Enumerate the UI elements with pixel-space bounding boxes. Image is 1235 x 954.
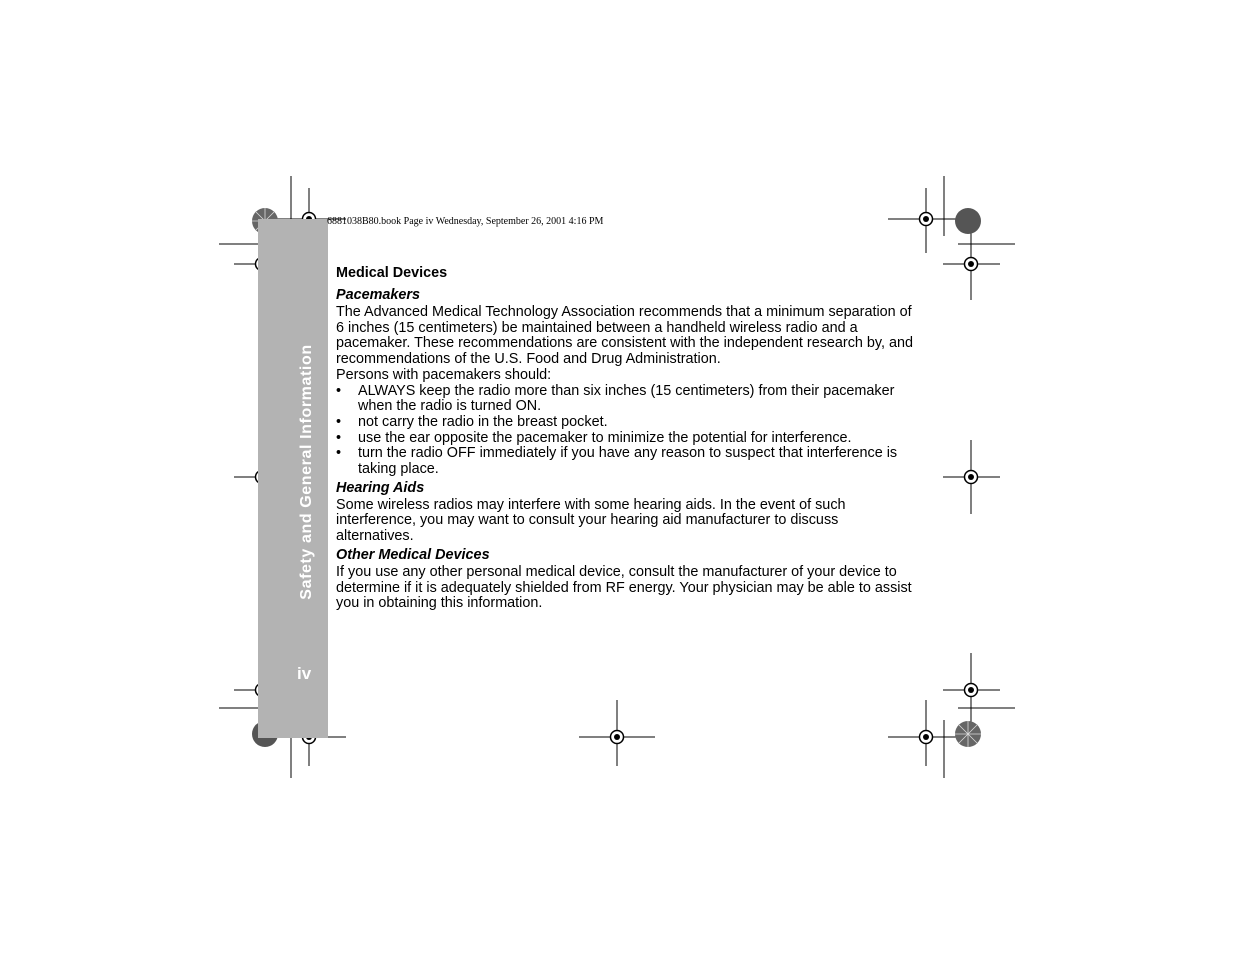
page-number: iv	[297, 664, 312, 683]
subheading-pacemakers: Pacemakers	[336, 287, 421, 303]
list-item-text: ALWAYS keep the radio more than six inches (15 centimeters) from their pacemaker when the radio is turned ON.	[358, 382, 895, 415]
bullet-icon: •	[336, 445, 342, 462]
bullet-icon: •	[336, 429, 342, 446]
list-item-text: turn the radio OFF immediately if you have any reason to suspect that interference is taking place.	[358, 445, 898, 478]
list-item-text: use the ear opposite the pacemaker to minimize the potential for interference.	[358, 429, 852, 446]
list-item	[336, 384, 916, 415]
side-tab-title: Safety and General Information	[298, 344, 315, 600]
main-content	[336, 265, 916, 612]
paragraph-pacemakers-intro: Persons with pacemakers should:	[336, 366, 552, 383]
paragraph-hearing-aids: Some wireless radios may interfere with some hearing aids. In the event of such interference, you may want to consult your hearing aid manufacturer to discuss alternatives.	[336, 496, 846, 545]
list-item	[336, 431, 916, 447]
paragraph-pacemakers: The Advanced Medical Technology Association recommends that a minimum separation of 6 inches (15 centimeters) be maintained between a handheld wireless radio and a pacemaker. These recommendations are consistent with the independent research by, and recommendations of the U.S. Food and Drug Administration.	[336, 304, 914, 368]
paragraph-other-devices: If you use any other personal medical device, consult the manufacturer of your device to determine if it is adequately shielded from RF energy. Your physician may be able to assist you in obtaining this information.	[336, 563, 912, 612]
bullet-icon: •	[336, 413, 342, 430]
pacemaker-list	[336, 384, 916, 478]
section-heading: Medical Devices	[336, 265, 448, 281]
list-item-text: not carry the radio in the breast pocket.	[358, 413, 608, 430]
bullet-icon: •	[336, 382, 342, 399]
file-header: 6881038B80.book Page iv Wednesday, September 26, 2001 4:16 PM	[327, 216, 604, 227]
list-item	[336, 446, 916, 477]
list-item	[336, 415, 916, 431]
side-tab	[258, 219, 328, 738]
subheading-other-devices: Other Medical Devices	[336, 546, 490, 563]
subheading-hearing-aids: Hearing Aids	[336, 479, 425, 496]
